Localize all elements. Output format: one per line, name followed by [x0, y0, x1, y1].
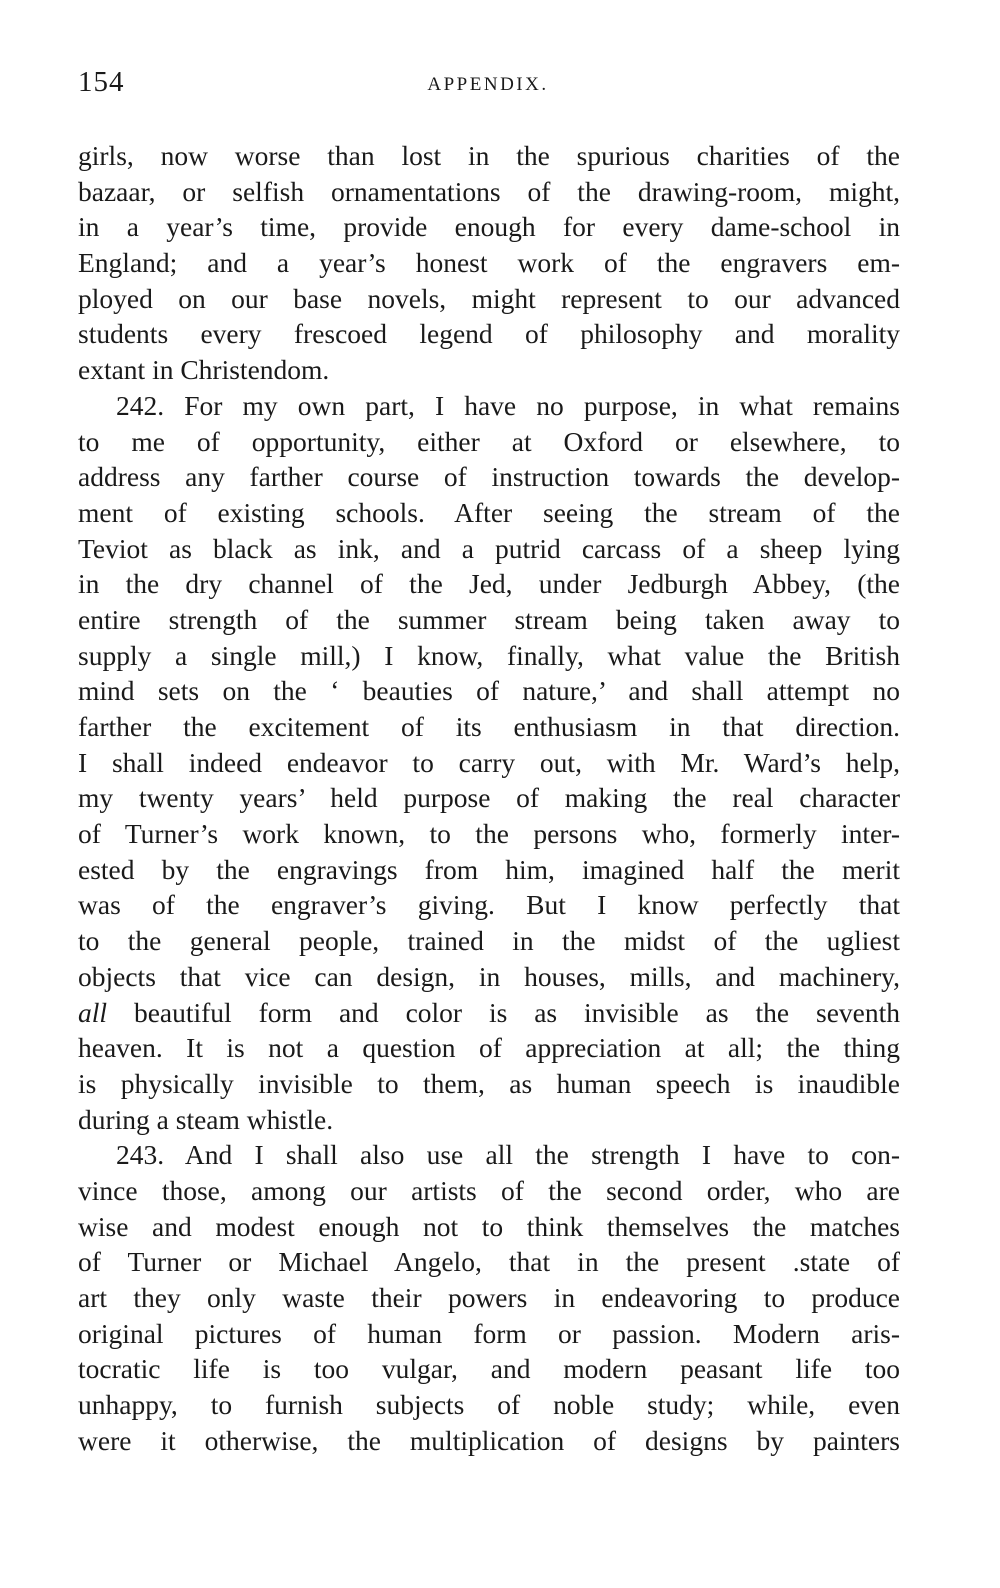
paragraph-242 — [78, 388, 900, 1137]
text-line: in the dry channel of the Jed, under Jedburgh Abbey, (the — [78, 568, 900, 600]
text-line: original pictures of human form or passion. Modern aris- — [78, 1317, 900, 1349]
text-line: during a steam whistle. — [78, 1103, 334, 1135]
page-number: 154 — [78, 66, 125, 98]
text-line: was of the engraver’s giving. But I know perfectly that — [78, 889, 900, 921]
text-line: entire strength of the summer stream being taken away to — [78, 603, 900, 635]
text-line: 243. And I shall also use all the strength I have to con- — [116, 1139, 900, 1171]
text-line: my twenty years’ held purpose of making the real character — [78, 782, 900, 814]
running-head: APPENDIX. — [427, 74, 549, 95]
text-line: to me of opportunity, either at Oxford or elsewhere, to — [78, 425, 900, 457]
text-line: tocratic life is too vulgar, and modern peasant life too — [78, 1353, 900, 1385]
text-line: in a year’s time, provide enough for every dame-school in — [78, 211, 900, 243]
paragraph-243 — [78, 1137, 900, 1458]
text-line: supply a single mill,) I know, finally, what value the British — [78, 639, 900, 671]
text-line: to the general people, trained in the midst of the ugliest — [78, 925, 900, 957]
text-line: were it otherwise, the multiplication of designs by painters — [78, 1424, 900, 1456]
text-line: heaven. It is not a question of appreciation at all; the thing — [78, 1032, 900, 1064]
text-line: address any farther course of instruction towards the develop- — [78, 461, 900, 493]
text-line: I shall indeed endeavor to carry out, with Mr. Ward’s help, — [78, 746, 900, 778]
text-line-with-italic — [78, 995, 900, 1031]
text-line: is physically invisible to them, as human speech is inaudible — [78, 1067, 900, 1099]
text-line: ested by the engravings from him, imagined half the merit — [78, 853, 900, 885]
text-line: extant in Christendom. — [78, 354, 330, 386]
text-line: 242. For my own part, I have no purpose, in what remains — [116, 389, 900, 421]
page-header — [78, 66, 898, 106]
text-line: Teviot as black as ink, and a putrid carcass of a sheep lying — [78, 532, 900, 564]
text-line: bazaar, or selfish ornamentations of the drawing-room, might, — [78, 175, 900, 207]
text-line: England; and a year’s honest work of the engravers em- — [78, 247, 900, 279]
text-line-rest: beautiful form and color is as invisible as the seventh — [107, 996, 900, 1028]
text-line: mind sets on the ‘ beauties of nature,’ and shall attempt no — [78, 675, 900, 707]
text-line: objects that vice can design, in houses, mills, and machinery, — [78, 960, 900, 992]
text-line: wise and modest enough not to think themselves the matches — [78, 1210, 900, 1242]
paragraph-continuation — [78, 138, 900, 388]
text-line: of Turner’s work known, to the persons who, formerly inter- — [78, 818, 900, 850]
text-line: students every frescoed legend of philosophy and morality — [78, 318, 900, 350]
text-line: art they only waste their powers in endeavoring to produce — [78, 1282, 900, 1313]
text-line: farther the excitement of its enthusiasm in that direction. — [78, 711, 900, 742]
italic-word: all — [78, 996, 108, 1028]
body-text — [78, 138, 900, 1458]
text-line: unhappy, to furnish subjects of noble study; while, even — [78, 1389, 900, 1421]
text-line: vince those, among our artists of the second order, who are — [78, 1174, 900, 1206]
text-line: ployed on our base novels, might represent to our advanced — [78, 282, 900, 314]
text-line: of Turner or Michael Angelo, that in the present .state of — [78, 1246, 900, 1278]
text-line: girls, now worse than lost in the spurious charities of the — [78, 140, 900, 171]
text-line: ment of existing schools. After seeing the stream of the — [78, 496, 900, 528]
